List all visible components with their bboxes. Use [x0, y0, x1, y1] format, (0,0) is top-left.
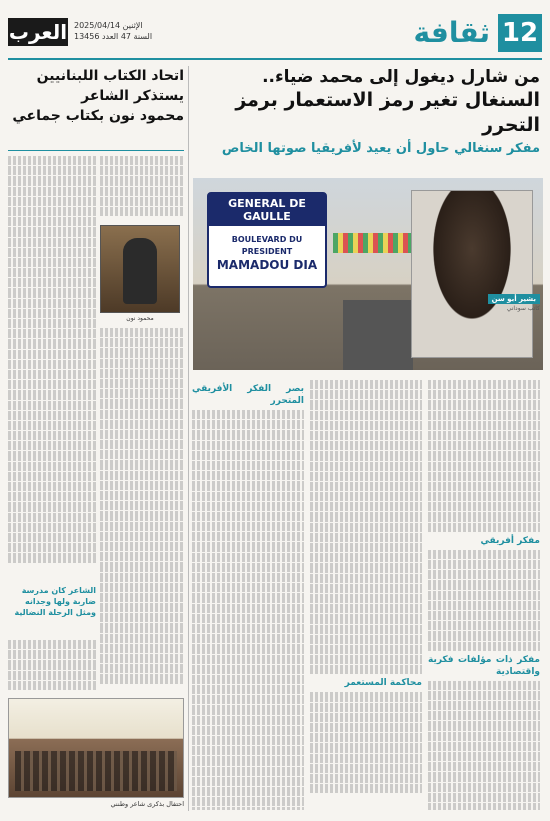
street-sign — [207, 192, 327, 288]
hall-photo — [8, 698, 184, 798]
side-headline-1: اتحاد الكتاب اللبنانيين — [36, 68, 184, 84]
main-text-column-3 — [192, 380, 304, 810]
hall-photo-caption: احتفال بذكرى شاعر وطنني — [110, 800, 184, 808]
audience-rows — [15, 751, 177, 791]
main-text-column-2 — [310, 380, 422, 810]
byline-name: بشير أبو سن — [488, 294, 540, 304]
main-story-heading — [188, 66, 540, 158]
main-photo — [193, 178, 543, 370]
side-divider — [8, 150, 184, 151]
subsection-legacy: مفكر ذات مؤلفات فكرية واقتصادية — [428, 654, 540, 677]
portrait-image — [411, 190, 533, 358]
side-text-column-left-bottom — [8, 640, 96, 694]
issue-number: السنة 47 العدد 13456 — [74, 32, 153, 41]
subsection-end: محاكمة المستعمر — [344, 678, 422, 689]
issue-info — [74, 20, 152, 42]
portrait-figure — [123, 238, 157, 304]
main-headline: السنغال تغير رمز الاستعمار برمز التحرر — [235, 89, 540, 136]
sign-body — [209, 226, 325, 272]
byline — [390, 286, 540, 312]
section-number: 12 — [498, 14, 542, 52]
section-name: ثقافة — [413, 16, 490, 49]
issue-date: الإثنين 2025/04/14 — [74, 21, 143, 30]
main-subhead: مفكر سنغالي حاول أن يعيد لأفريقيا صوتها الخاص — [221, 141, 540, 156]
flags-row — [333, 233, 413, 253]
side-text-column-right-top — [100, 156, 184, 222]
sign-top-text: GENERAL DE GAULLE — [209, 194, 325, 226]
side-text-column-left — [8, 156, 96, 581]
side-photo-caption: محمود نون — [126, 315, 154, 322]
photo-caption: بصر الفكر الأفريقي المتحرر — [192, 384, 304, 406]
side-headline-2: يستذكر الشاعر — [81, 88, 184, 104]
side-headline-3: محمود نون بكتاب جماعي — [12, 108, 184, 124]
main-text-column-1 — [428, 380, 540, 810]
page-header — [8, 8, 542, 56]
header-rule — [8, 58, 542, 60]
newspaper-logo: العرب — [8, 20, 68, 44]
subsection-afrique: مفكر أفريقي — [480, 535, 540, 546]
main-kicker: من شارل ديغول إلى محمد ضياء.. — [262, 67, 540, 87]
side-story-heading — [8, 66, 184, 126]
sign-big-text: MAMADOU DIA — [216, 258, 318, 272]
pull-quote: الشاعر كان مدرسة ضاربة ولها وجدانه ومثل الرحلة النضالية — [14, 586, 96, 617]
side-portrait — [100, 225, 180, 313]
column-divider — [188, 66, 189, 811]
sign-mid-text: BOULEVARD DU PRESIDENT — [231, 235, 303, 256]
side-text-column-right — [100, 328, 184, 693]
byline-role: كاتب سوداني — [506, 305, 540, 312]
